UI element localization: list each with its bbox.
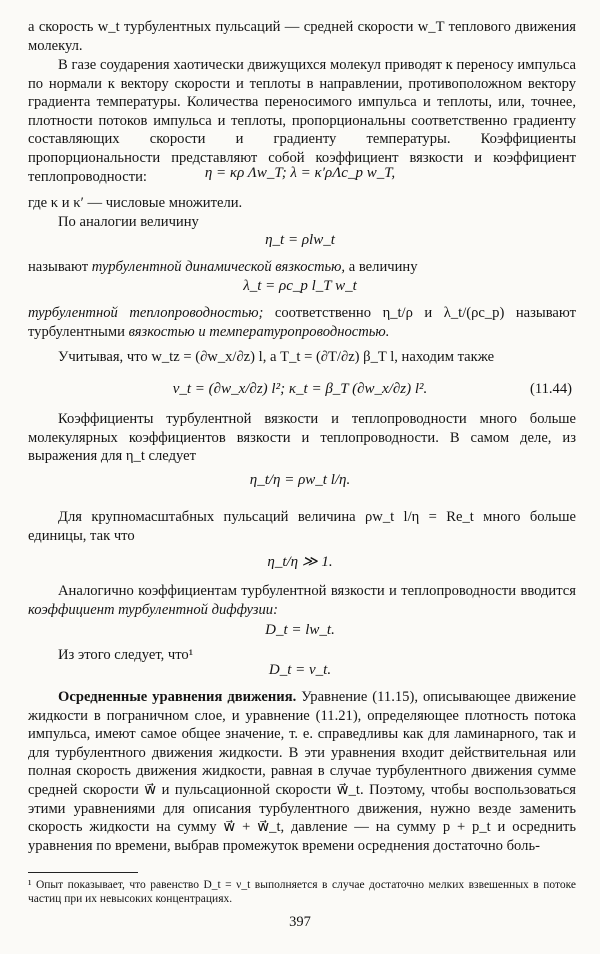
paragraph-1: а скорость w_t турбулентных пульсаций — средней скорости w_T теплового движения молекул. (28, 19, 576, 54)
paragraph-4: По аналогии величину (58, 214, 199, 230)
page-number: 397 (289, 914, 311, 930)
paragraph-10-text: Аналогично коэффициентам турбулентной вязкости и теплопроводности вводится (58, 583, 576, 599)
formula-diffusion-equals-viscosity: D_t = ν_t. (268, 662, 332, 678)
paragraph-3: где κ и κ′ — числовые множители. (28, 195, 243, 211)
term-turbulent-diffusion-coefficient: коэффициент турбулентной диффузии: (28, 601, 278, 618)
formula-viscosity-ratio: η_t/η = ρw_t l/η. (249, 472, 351, 488)
term-turbulent-thermal-conductivity: турбулентной теплопроводностью; (28, 305, 264, 321)
paragraph-5-text-b: а величину (348, 259, 418, 275)
section-heading-averaged-equations: Осредненные уравнения движения. (58, 689, 297, 705)
equation-number: (11.44) (529, 381, 572, 397)
term-turbulent-diffusivity: вязкостью и температуропроводностью. (128, 323, 390, 340)
formula-11-44-body: ν_t = (∂w_x/∂z) l²; κ_t = β_T (∂w_x/∂z) l². (172, 381, 428, 397)
formula-11-44 (0, 381, 600, 398)
footnote-divider (28, 872, 138, 873)
paragraph-5-text-a: называют (28, 259, 89, 275)
paragraph-6-text: соответственно η_t/ρ и λ_t/(ρc_p) называют турбулентными (28, 305, 576, 340)
paragraph-8: Коэффициенты турбулентной вязкости и теплопроводности много больше молекулярных коэффициентов вязкости и теплопроводности. В самом деле, из выражения для η_t следует (28, 411, 576, 465)
paragraph-7: Учитывая, что w_tz = (∂w_x/∂z) l, а T_t = (∂T/∂z) β_T l, находим также (58, 349, 495, 365)
paragraph-6 (28, 304, 576, 341)
formula-viscosity-conductivity: η = κρ Λw_T; λ = κ′ρΛc_p w_T, (204, 165, 396, 181)
paragraph-2: В газе соударения хаотически движущихся молекул приводят к переносу импульса по нормали к вектору скорости и теплоты в направлении, противоположном вектору градиента температуры. Количества переносимого импульса и теплоты, или, точнее, плотности потоков импульса и теплоты, пропорциональны соответственно градиенту составляющих скорости и градиенту температуры. Коэффициенты пропорциональности представляют собой коэффициент вязкости и коэффициент теплопроводности: (28, 57, 576, 185)
formula-diffusion-coefficient: D_t = lw_t. (265, 622, 335, 638)
paragraph-9: Для крупномасштабных пульсаций величина ρw_t l/η = Re_t много больше единицы, так что (28, 509, 576, 544)
term-turbulent-dynamic-viscosity: турбулентной динамической вязкостью, (91, 259, 346, 275)
footnote: ¹ Опыт показывает, что равенство D_t = ν_t выполняется в случае достаточно мелких взвешенных в потоке частиц при их невысоких концентрациях. (28, 879, 576, 905)
paragraph-11: Из этого следует, что¹ (58, 647, 194, 663)
paragraph-10 (28, 582, 576, 619)
paragraph-12 (28, 688, 576, 855)
formula-turbulent-conductivity: λ_t = ρc_p l_T w_t (243, 278, 357, 294)
paragraph-5 (28, 258, 576, 277)
formula-ratio-much-greater: η_t/η ≫ 1. (267, 554, 333, 570)
formula-turbulent-viscosity: η_t = ρlw_t (265, 232, 335, 248)
paragraph-12-text: Уравнение (11.15), описывающее движение жидкости в пограничном слое, и уравнение (11.21), определяющее плотность потока импульса, имеют самое общее значение, т. е. справедливы как для ламинарного, так и для турбулентного движения жидкости. В эти уравнения входит действительная или полная скорость движения жидкости, равная в случае турбулентного движения сумме средней скорости w⃗ и пульсационной скорости w⃗_t. Поэтому, чтобы воспользоваться этими уравнениями для описания турбулентного движения, нужно везде заменить скорость жидкости на сумму w⃗ + w⃗_t, давление — на сумму p + p_t и осреднить уравнения по времени, выбрав промежуток времени осреднения достаточно боль- (28, 689, 576, 854)
